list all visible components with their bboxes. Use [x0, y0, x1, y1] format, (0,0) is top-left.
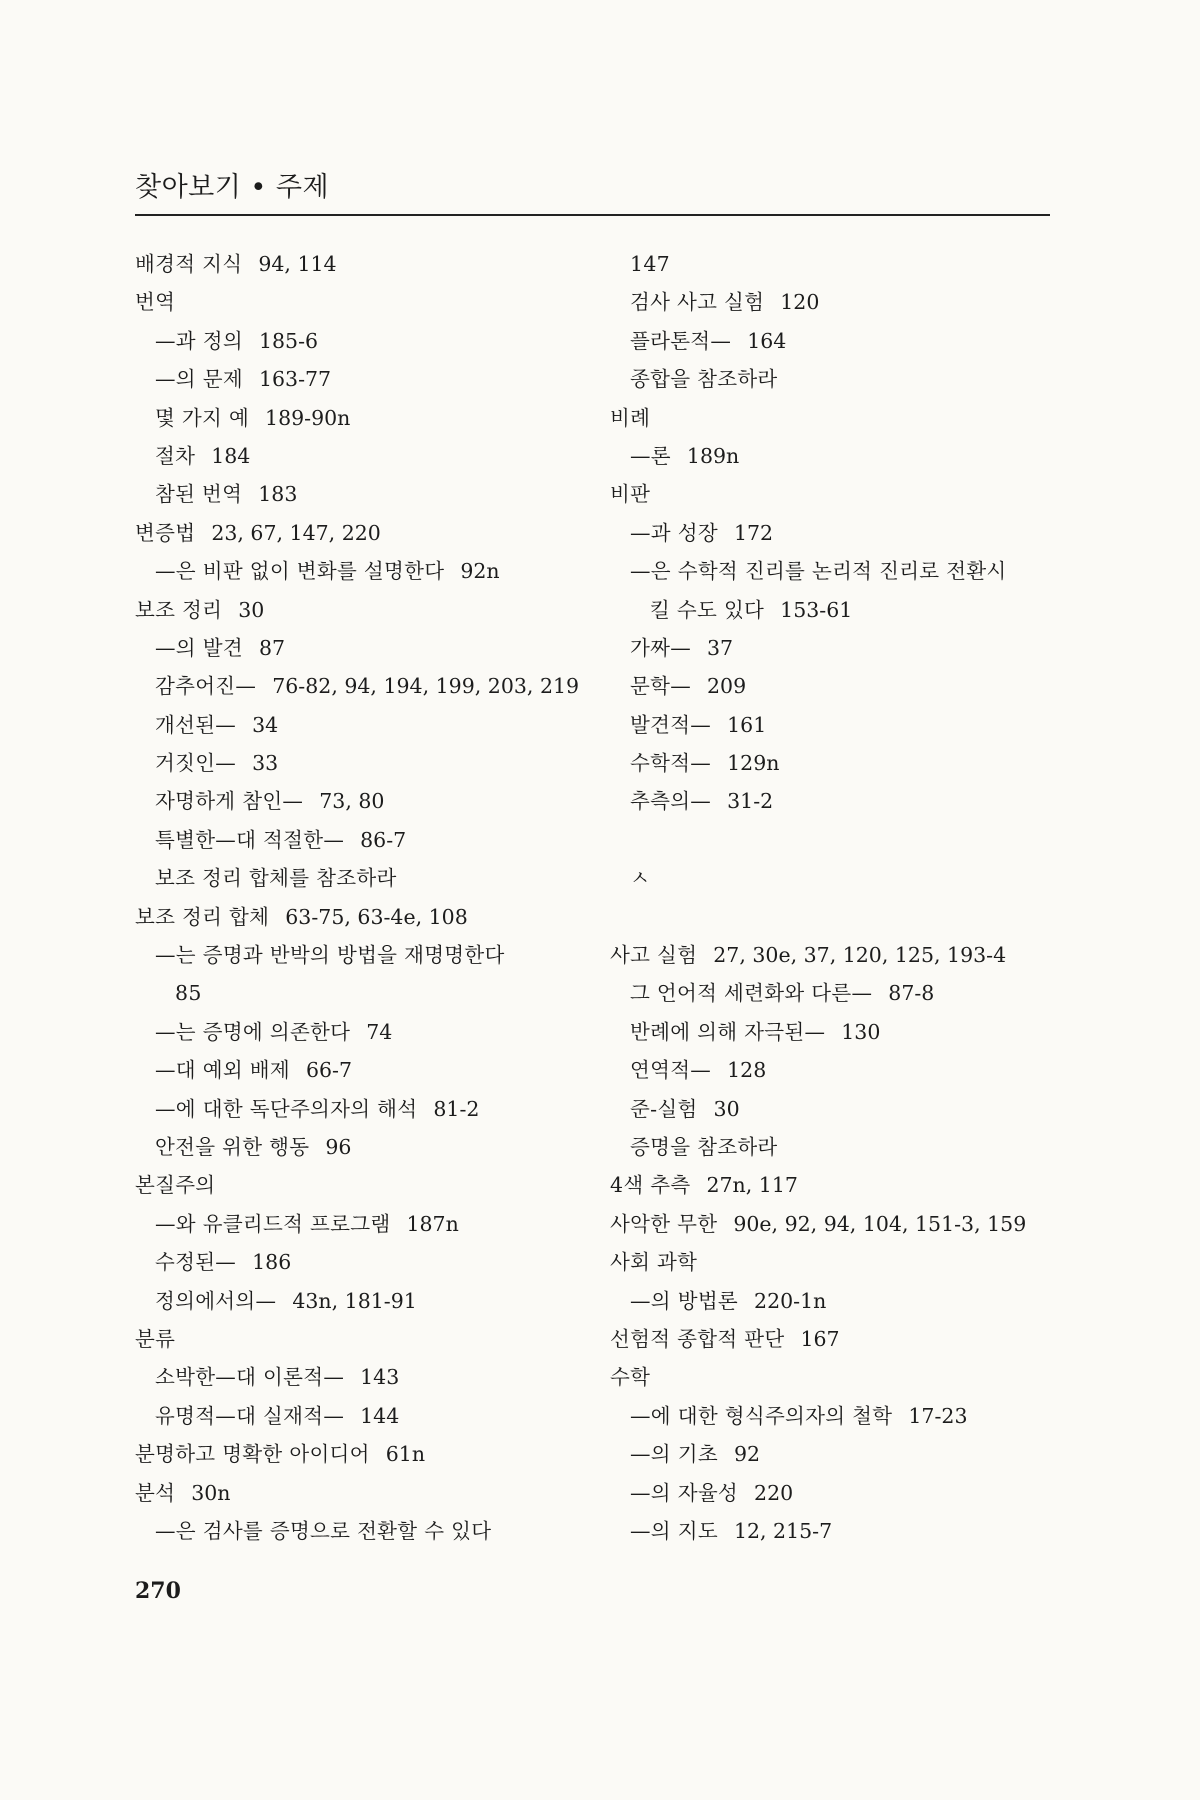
- index-entry: [610, 1051, 1060, 1089]
- index-entry: [610, 1128, 1060, 1166]
- index-term: —론: [630, 443, 671, 468]
- page-refs: 128: [727, 1058, 767, 1083]
- page-refs: 220-1n: [754, 1288, 827, 1313]
- index-term: —은 수학적 진리를 논리적 진리로 전환시: [630, 559, 1007, 584]
- index-entry: [135, 1243, 605, 1281]
- index-term: 보조 정리: [135, 597, 223, 622]
- index-term: 사고 실험: [610, 943, 698, 968]
- index-term: 개선된—: [155, 712, 237, 737]
- page-refs: 164: [747, 328, 787, 353]
- index-entry: [135, 245, 605, 283]
- index-term: 보조 정리 합체를 참조하라: [155, 866, 397, 891]
- page-refs: 81-2: [433, 1096, 480, 1121]
- index-term: 거짓인—: [155, 751, 237, 776]
- index-term: —의 방법론: [630, 1288, 739, 1313]
- index-term: —의 자율성: [630, 1480, 739, 1505]
- blank-line: [610, 898, 1060, 936]
- index-entry: [610, 1013, 1060, 1051]
- index-entry: [610, 552, 1060, 590]
- page-refs: 187n: [406, 1211, 459, 1236]
- index-term: 반례에 의해 자극된—: [630, 1019, 826, 1044]
- index-term: 소박한—대 이론적—: [155, 1365, 345, 1390]
- index-entry: [610, 1474, 1060, 1512]
- index-term: 감추어진—: [155, 674, 257, 699]
- page-refs: 161: [727, 712, 767, 737]
- page-refs: 172: [733, 520, 774, 545]
- index-term: —는 증명에 의존한다: [155, 1019, 351, 1044]
- index-entry: [135, 437, 605, 475]
- index-term: —대 예외 배제: [155, 1058, 290, 1083]
- index-term: 몇 가지 예: [155, 405, 250, 430]
- page-refs: 186: [252, 1250, 292, 1275]
- index-entry: [135, 974, 605, 1012]
- index-entry: [135, 514, 605, 552]
- index-term: 절차: [155, 443, 196, 468]
- index-entry: [610, 514, 1060, 552]
- index-term: —와 유클리드적 프로그램: [155, 1211, 391, 1236]
- index-entry: [135, 552, 605, 590]
- index-term: 정의에서의—: [155, 1288, 277, 1313]
- index-entry: [610, 1435, 1060, 1473]
- index-entry: [135, 475, 605, 513]
- index-entry: [135, 706, 605, 744]
- page-header: [135, 165, 1050, 216]
- index-term: 특별한—대 적절한—: [155, 827, 345, 852]
- page-refs: 87-8: [888, 981, 935, 1006]
- page-refs: 17-23: [908, 1403, 968, 1428]
- index-term: 수정된—: [155, 1250, 237, 1275]
- index-entry: [610, 245, 1060, 283]
- index-entry: [610, 283, 1060, 321]
- index-term: 플라톤적—: [630, 328, 732, 353]
- index-entry: [135, 782, 605, 820]
- index-term: 분명하고 명확한 아이디어: [135, 1442, 370, 1467]
- index-entry: [610, 1243, 1060, 1281]
- index-term: 자명하게 참인—: [155, 789, 304, 814]
- index-term: 그 언어적 세련화와 다른—: [630, 981, 873, 1006]
- page-refs: 33: [252, 751, 279, 776]
- index-entry: [135, 898, 605, 936]
- page-refs: 27, 30e, 37, 120, 125, 193-4: [713, 943, 1007, 968]
- index-entry: [610, 322, 1060, 360]
- index-entry: [135, 399, 605, 437]
- index-entry: [610, 475, 1060, 513]
- index-term: 종합을 참조하라: [630, 367, 778, 392]
- index-term: —은 검사를 증명으로 전환할 수 있다: [155, 1518, 492, 1543]
- page-title: 찾아보기 • 주제: [135, 172, 330, 203]
- index-term: —과 성장: [630, 520, 718, 545]
- index-term: 선험적 종합적 판단: [610, 1326, 785, 1351]
- index-entry: [610, 591, 1060, 629]
- index-entry: [135, 1320, 605, 1358]
- index-entry: [610, 744, 1060, 782]
- page-refs: 185-6: [258, 328, 319, 353]
- index-entry: [610, 399, 1060, 437]
- page-refs: 94, 114: [258, 252, 337, 276]
- index-entry: [135, 744, 605, 782]
- index-term: —는 증명과 반박의 방법을 재명명한다: [155, 943, 505, 968]
- index-term: 수학적—: [630, 751, 712, 776]
- index-term: 가짜—: [630, 635, 692, 660]
- index-entry: [610, 1358, 1060, 1396]
- index-entry: [610, 437, 1060, 475]
- index-term: —의 문제: [155, 367, 243, 392]
- index-entry: [135, 1013, 605, 1051]
- index-term: 비례: [610, 405, 651, 430]
- index-term: ㅅ: [630, 866, 651, 891]
- blank-line: [610, 821, 1060, 859]
- index-entry: [135, 322, 605, 360]
- index-term: —에 대한 독단주의자의 해석: [155, 1096, 418, 1121]
- index-entry: [135, 936, 605, 974]
- index-entry: [135, 1435, 605, 1473]
- page-refs: 183: [258, 482, 298, 507]
- page-refs: 220: [754, 1480, 794, 1505]
- index-entry: [135, 1166, 605, 1204]
- page-refs: 63-75, 63-4e, 108: [285, 904, 468, 929]
- page-number: 270: [135, 1578, 181, 1604]
- index-term: —에 대한 형식주의자의 철학: [630, 1403, 893, 1428]
- index-term: 검사 사고 실험: [630, 290, 765, 315]
- page-refs: 87: [258, 635, 286, 660]
- index-term: 보조 정리 합체: [135, 904, 270, 929]
- index-term: 사악한 무한: [610, 1211, 718, 1236]
- index-term: 연역적—: [630, 1058, 712, 1083]
- page-refs: 167: [800, 1326, 840, 1351]
- index-term: —과 정의: [155, 328, 243, 353]
- index-term: —의 기초: [630, 1442, 718, 1467]
- index-term: 번역: [135, 290, 176, 315]
- page-refs: 30: [238, 597, 265, 622]
- index-term: 사회 과학: [610, 1250, 698, 1275]
- page-refs: 209: [707, 674, 747, 699]
- index-entry: [610, 1282, 1060, 1320]
- index-entry: [135, 1282, 605, 1320]
- page-refs: 34: [252, 712, 279, 737]
- index-term: 참된 번역: [155, 482, 243, 507]
- index-entry: [135, 1090, 605, 1128]
- section-letter: [610, 859, 1060, 897]
- index-entry: [135, 1358, 605, 1396]
- page-refs: 163-77: [258, 367, 332, 392]
- page-refs: 92: [733, 1442, 761, 1467]
- index-entry: [610, 1090, 1060, 1128]
- page-refs: 30: [713, 1096, 740, 1121]
- index-entry: [610, 1166, 1060, 1204]
- index-term: 85: [175, 981, 202, 1006]
- index-term: 분류: [135, 1326, 176, 1351]
- index-entry: [135, 1397, 605, 1435]
- page-refs: 73, 80: [319, 789, 385, 814]
- page-refs: 74: [366, 1019, 393, 1044]
- index-term: 킬 수도 있다: [650, 597, 765, 622]
- index-entry: [610, 360, 1060, 398]
- index-term: 배경적 지식: [135, 252, 243, 276]
- index-entry: [610, 706, 1060, 744]
- index-term: 수학: [610, 1365, 651, 1390]
- index-term: 추측의—: [630, 789, 712, 814]
- index-entry: [135, 1512, 605, 1550]
- index-entry: [610, 974, 1060, 1012]
- page-refs: 30n: [191, 1480, 231, 1505]
- index-entry: [135, 1051, 605, 1089]
- page-refs: 66-7: [305, 1058, 353, 1083]
- index-term: 본질주의: [135, 1173, 216, 1198]
- index-entry: [610, 667, 1060, 705]
- page-refs: 143: [360, 1365, 400, 1390]
- index-column-right: [610, 245, 1060, 1550]
- index-entry: [135, 629, 605, 667]
- index-entry: [135, 821, 605, 859]
- index-term: 발견적—: [630, 712, 712, 737]
- page-refs: 23, 67, 147, 220: [211, 520, 381, 545]
- index-term: —의 발견: [155, 635, 243, 660]
- index-entry: [135, 1474, 605, 1512]
- page-refs: 96: [325, 1134, 352, 1159]
- index-entry: [610, 1205, 1060, 1243]
- page-refs: 189n: [686, 443, 740, 468]
- index-entry: [135, 859, 605, 897]
- index-term: 분석: [135, 1480, 176, 1505]
- page-refs: 86-7: [360, 827, 407, 852]
- index-entry: [135, 283, 605, 321]
- page-refs: 27n, 117: [706, 1173, 798, 1198]
- index-term: 준-실험: [630, 1096, 698, 1121]
- index-term: —은 비판 없이 변화를 설명한다: [155, 559, 445, 584]
- index-entry: [610, 1512, 1060, 1550]
- page-refs: 153-61: [780, 597, 853, 622]
- page-refs: 120: [780, 290, 820, 315]
- index-entry: [135, 591, 605, 629]
- index-term: 유명적—대 실재적—: [155, 1403, 345, 1428]
- page-refs: 43n, 181-91: [292, 1288, 417, 1313]
- index-entry: [610, 1397, 1060, 1435]
- page-refs: 61n: [385, 1442, 426, 1467]
- page-refs: 129n: [727, 751, 780, 776]
- index-entry: [610, 936, 1060, 974]
- index-term: 147: [630, 252, 671, 276]
- index-entry: [135, 1205, 605, 1243]
- index-term: 안전을 위한 행동: [155, 1134, 310, 1159]
- page-refs: 76-82, 94, 194, 199, 203, 219: [272, 674, 580, 699]
- page-refs: 184: [211, 443, 251, 468]
- index-column-left: [135, 245, 605, 1550]
- index-term: —의 지도: [630, 1518, 718, 1543]
- index-entry: [135, 667, 605, 705]
- index-term: 4색 추측: [610, 1173, 691, 1198]
- page-refs: 189-90n: [265, 405, 351, 430]
- index-entry: [135, 1128, 605, 1166]
- index-term: 증명을 참조하라: [630, 1134, 778, 1159]
- page-refs: 130: [841, 1019, 881, 1044]
- index-entry: [610, 782, 1060, 820]
- index-term: 문학—: [630, 674, 692, 699]
- index-term: 비판: [610, 482, 651, 507]
- page-refs: 92n: [460, 559, 500, 584]
- index-entry: [610, 629, 1060, 667]
- page-refs: 144: [360, 1403, 400, 1428]
- index-term: 변증법: [135, 520, 196, 545]
- page-refs: 12, 215-7: [733, 1518, 833, 1543]
- page-refs: 37: [707, 635, 734, 660]
- index-entry: [610, 1320, 1060, 1358]
- index-entry: [135, 360, 605, 398]
- page-refs: 90e, 92, 94, 104, 151-3, 159: [733, 1211, 1027, 1236]
- page-refs: 31-2: [727, 789, 774, 814]
